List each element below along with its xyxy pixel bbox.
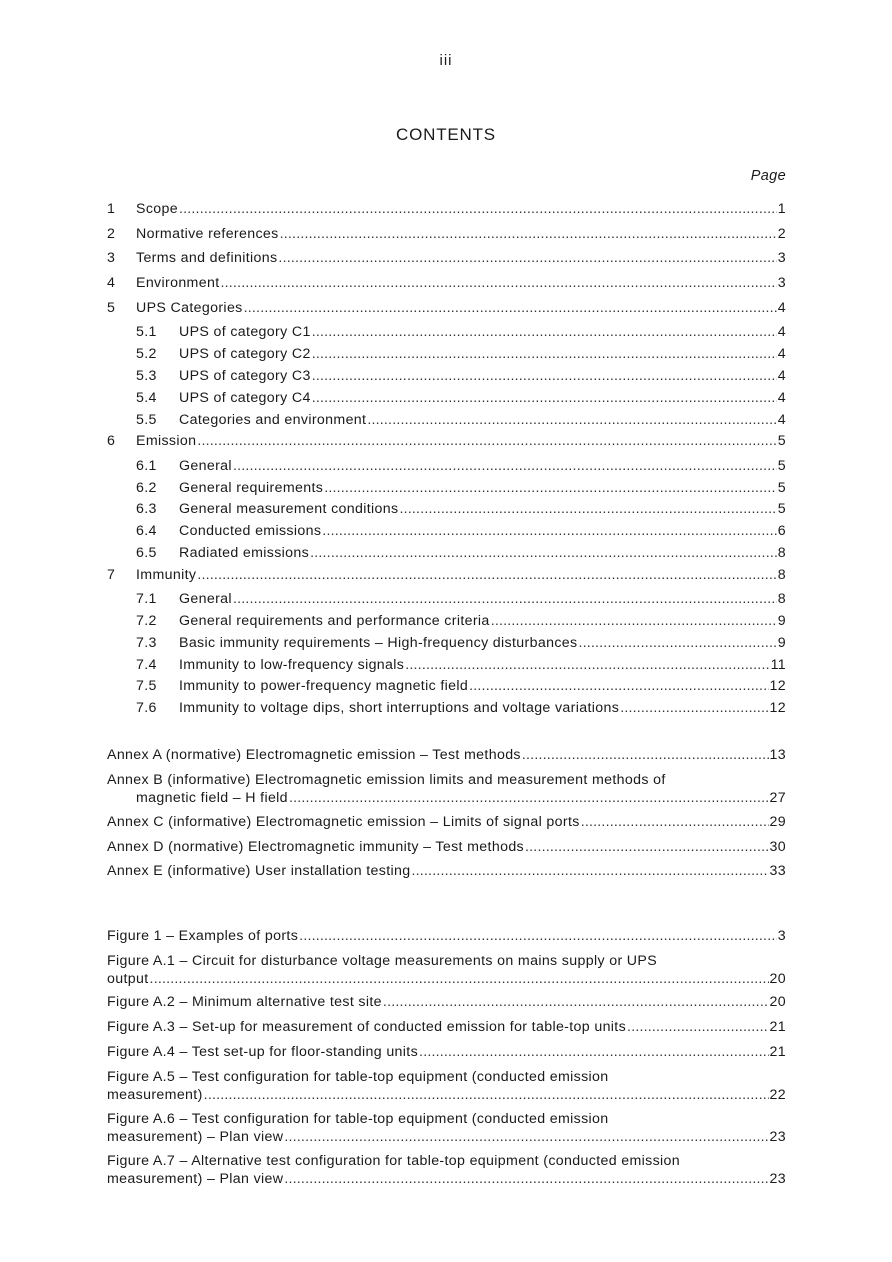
clause-title: UPS of category C1 — [179, 324, 311, 340]
page-ref: 9 — [777, 613, 786, 629]
page-ref: 4 — [777, 324, 786, 340]
page-ref: 3 — [777, 928, 786, 944]
page-ref: 2 — [777, 226, 786, 242]
clause-title: Conducted emissions — [179, 523, 322, 539]
figure-title: Figure A.3 – Set-up for measurement of conducted emission for table-top units — [107, 1019, 627, 1035]
clause-number: 7.6 — [136, 700, 157, 716]
dot-leader — [204, 1087, 769, 1103]
clause-title: Terms and definitions — [136, 250, 278, 266]
page-ref: 6 — [777, 523, 786, 539]
toc-annex-c[interactable] — [107, 814, 786, 832]
page-ref: 5 — [777, 433, 786, 449]
toc-figure-a3[interactable] — [107, 1019, 786, 1037]
toc-entry-1[interactable] — [107, 201, 786, 219]
figure-title-continuation: measurement) – Plan view — [107, 1171, 284, 1187]
clause-number: 5 — [107, 300, 116, 316]
toc-figure-a6[interactable] — [107, 1111, 786, 1147]
clause-title: Immunity to voltage dips, short interruptions and voltage variations — [179, 700, 620, 716]
dot-leader — [627, 1019, 768, 1035]
page-ref: 22 — [769, 1087, 786, 1103]
clause-title: Scope — [136, 201, 178, 217]
dot-leader — [312, 324, 777, 340]
dot-leader — [299, 928, 777, 944]
clause-title: General measurement conditions — [179, 501, 399, 517]
page-ref: 4 — [777, 346, 786, 362]
page-ref: 8 — [777, 591, 786, 607]
toc-entry-5-3[interactable] — [136, 368, 786, 386]
toc-annex-b[interactable] — [107, 772, 786, 808]
page-ref: 4 — [777, 412, 786, 428]
dot-leader — [284, 1129, 768, 1145]
page-ref: 20 — [769, 971, 786, 987]
toc-figure-a7[interactable] — [107, 1153, 786, 1189]
page-ref: 3 — [777, 250, 786, 266]
clause-title: UPS of category C2 — [179, 346, 311, 362]
toc-entry-3[interactable] — [107, 250, 786, 268]
annex-title: Annex A (normative) Electromagnetic emission – Test methods — [107, 747, 521, 763]
clause-title: Categories and environment — [179, 412, 367, 428]
figure-title: Figure A.2 – Minimum alternative test site — [107, 994, 382, 1010]
toc-entry-2[interactable] — [107, 226, 786, 244]
page-number: iii — [439, 52, 453, 69]
annex-title-continuation: magnetic field – H field — [136, 790, 288, 806]
clause-number: 3 — [107, 250, 116, 266]
dot-leader — [233, 591, 777, 607]
clause-number: 5.3 — [136, 368, 157, 384]
toc-entry-6-4[interactable] — [136, 523, 786, 541]
annex-title: Annex C (informative) Electromagnetic emission – Limits of signal ports — [107, 814, 580, 830]
clause-number: 6.2 — [136, 480, 157, 496]
toc-figure-a5[interactable] — [107, 1069, 786, 1105]
toc-entry-7-4[interactable] — [136, 657, 786, 675]
dot-leader — [312, 390, 777, 406]
clause-title: Environment — [136, 275, 220, 291]
page-ref: 23 — [769, 1171, 786, 1187]
dot-leader — [179, 201, 777, 217]
toc-entry-6[interactable] — [107, 433, 786, 451]
clause-number: 1 — [107, 201, 116, 217]
page-ref: 5 — [777, 501, 786, 517]
page-ref: 21 — [769, 1044, 786, 1060]
dot-leader — [324, 480, 777, 496]
annex-title: Annex D (normative) Electromagnetic immunity – Test methods — [107, 839, 525, 855]
dot-leader — [221, 275, 777, 291]
toc-figure-1[interactable] — [107, 928, 786, 946]
dot-leader — [289, 790, 769, 806]
page-ref: 20 — [769, 994, 786, 1010]
clause-number: 7.5 — [136, 678, 157, 694]
clause-number: 5.1 — [136, 324, 157, 340]
figure-title: Figure A.4 – Test set-up for floor-standing units — [107, 1044, 419, 1060]
page-ref: 9 — [777, 635, 786, 651]
clause-number: 2 — [107, 226, 116, 242]
toc-entry-6-1[interactable] — [136, 458, 786, 476]
page-ref: 33 — [769, 863, 786, 879]
dot-leader — [411, 863, 768, 879]
toc-annex-e[interactable] — [107, 863, 786, 881]
dot-leader — [522, 747, 769, 763]
clause-number: 7.3 — [136, 635, 157, 651]
page-ref: 4 — [777, 390, 786, 406]
figure-title-continuation: measurement) – Plan view — [107, 1129, 284, 1145]
clause-title: Normative references — [136, 226, 279, 242]
toc-entry-7-2[interactable] — [136, 613, 786, 631]
page-ref: 12 — [769, 700, 786, 716]
clause-title: General — [179, 591, 232, 607]
dot-leader — [383, 994, 769, 1010]
clause-title: UPS of category C4 — [179, 390, 311, 406]
page-ref: 12 — [769, 678, 786, 694]
page-ref: 8 — [777, 545, 786, 561]
clause-title: UPS Categories — [136, 300, 243, 316]
figure-title-continuation: output — [107, 971, 149, 987]
dot-leader — [278, 250, 776, 266]
dot-leader — [399, 501, 776, 517]
figure-title: Figure A.7 – Alternative test configuration for table-top equipment (conducted emission — [107, 1153, 681, 1169]
toc-figure-a1[interactable] — [107, 953, 786, 989]
clause-number: 6.1 — [136, 458, 157, 474]
page-ref: 8 — [777, 567, 786, 583]
toc-entry-6-5[interactable] — [136, 545, 786, 563]
dot-leader — [367, 412, 776, 428]
page-ref: 11 — [770, 657, 786, 673]
figure-title: Figure A.1 – Circuit for disturbance voltage measurements on mains supply or UPS — [107, 953, 658, 969]
page-column-label: Page — [750, 168, 786, 184]
toc-figure-a2[interactable] — [107, 994, 786, 1012]
dot-leader — [312, 346, 777, 362]
clause-number: 6.4 — [136, 523, 157, 539]
clause-title: Emission — [136, 433, 197, 449]
toc-entry-7-5[interactable] — [136, 678, 786, 696]
clause-title: Basic immunity requirements – High-frequency disturbances — [179, 635, 578, 651]
clause-number: 6.5 — [136, 545, 157, 561]
dot-leader — [578, 635, 776, 651]
page-ref: 5 — [777, 480, 786, 496]
dot-leader — [620, 700, 768, 716]
clause-number: 7 — [107, 567, 116, 583]
clause-title: Immunity — [136, 567, 197, 583]
page-ref: 5 — [777, 458, 786, 474]
figure-title: Figure A.5 – Test configuration for table-top equipment (conducted emission — [107, 1069, 609, 1085]
dot-leader — [244, 300, 777, 316]
dot-leader — [469, 678, 768, 694]
dot-leader — [280, 226, 777, 242]
page-title: CONTENTS — [396, 125, 496, 144]
toc-entry-5[interactable] — [107, 300, 786, 318]
page-ref: 4 — [777, 300, 786, 316]
dot-leader — [322, 523, 776, 539]
figure-title: Figure A.6 – Test configuration for table-top equipment (conducted emission — [107, 1111, 609, 1127]
annex-title: Annex B (informative) Electromagnetic emission limits and measurement methods of — [107, 772, 666, 788]
dot-leader — [150, 971, 769, 987]
toc-entry-6-2[interactable] — [136, 480, 786, 498]
clause-title: UPS of category C3 — [179, 368, 311, 384]
page-ref: 3 — [777, 275, 786, 291]
dot-leader — [491, 613, 777, 629]
toc-entry-7[interactable] — [107, 567, 786, 585]
figure-title: Figure 1 – Examples of ports — [107, 928, 299, 944]
dot-leader — [405, 657, 769, 673]
annex-title: Annex E (informative) User installation testing — [107, 863, 411, 879]
toc-entry-7-3[interactable] — [136, 635, 786, 653]
toc-entry-5-5[interactable] — [136, 412, 786, 430]
toc-entry-7-1[interactable] — [136, 591, 786, 609]
page-ref: 4 — [777, 368, 786, 384]
page-ref: 21 — [769, 1019, 786, 1035]
clause-number: 5.5 — [136, 412, 157, 428]
toc-annex-d[interactable] — [107, 839, 786, 857]
clause-title: Radiated emissions — [179, 545, 310, 561]
page-ref: 27 — [769, 790, 786, 806]
clause-title: General requirements and performance criteria — [179, 613, 490, 629]
toc-entry-5-2[interactable] — [136, 346, 786, 364]
toc-figure-a4[interactable] — [107, 1044, 786, 1062]
toc-entry-7-6[interactable] — [136, 700, 786, 718]
page-ref: 30 — [769, 839, 786, 855]
clause-title: General — [179, 458, 232, 474]
clause-title: Immunity to low-frequency signals — [179, 657, 405, 673]
dot-leader — [525, 839, 769, 855]
clause-number: 7.2 — [136, 613, 157, 629]
figure-title-continuation: measurement) — [107, 1087, 203, 1103]
dot-leader — [284, 1171, 768, 1187]
dot-leader — [197, 433, 776, 449]
toc-annex-a[interactable] — [107, 747, 786, 765]
page-ref: 13 — [769, 747, 786, 763]
toc-entry-6-3[interactable] — [136, 501, 786, 519]
dot-leader — [581, 814, 769, 830]
page-ref: 1 — [777, 201, 786, 217]
dot-leader — [312, 368, 777, 384]
clause-number: 4 — [107, 275, 116, 291]
dot-leader — [197, 567, 776, 583]
clause-number: 7.4 — [136, 657, 157, 673]
clause-number: 6 — [107, 433, 116, 449]
toc-entry-5-1[interactable] — [136, 324, 786, 342]
dot-leader — [310, 545, 777, 561]
clause-title: Immunity to power-frequency magnetic field — [179, 678, 469, 694]
dot-leader — [419, 1044, 768, 1060]
toc-entry-5-4[interactable] — [136, 390, 786, 408]
clause-number: 5.2 — [136, 346, 157, 362]
toc-entry-4[interactable] — [107, 275, 786, 293]
clause-number: 6.3 — [136, 501, 157, 517]
page-ref: 23 — [769, 1129, 786, 1145]
dot-leader — [233, 458, 777, 474]
clause-number: 5.4 — [136, 390, 157, 406]
page-ref: 29 — [769, 814, 786, 830]
clause-title: General requirements — [179, 480, 324, 496]
clause-number: 7.1 — [136, 591, 157, 607]
